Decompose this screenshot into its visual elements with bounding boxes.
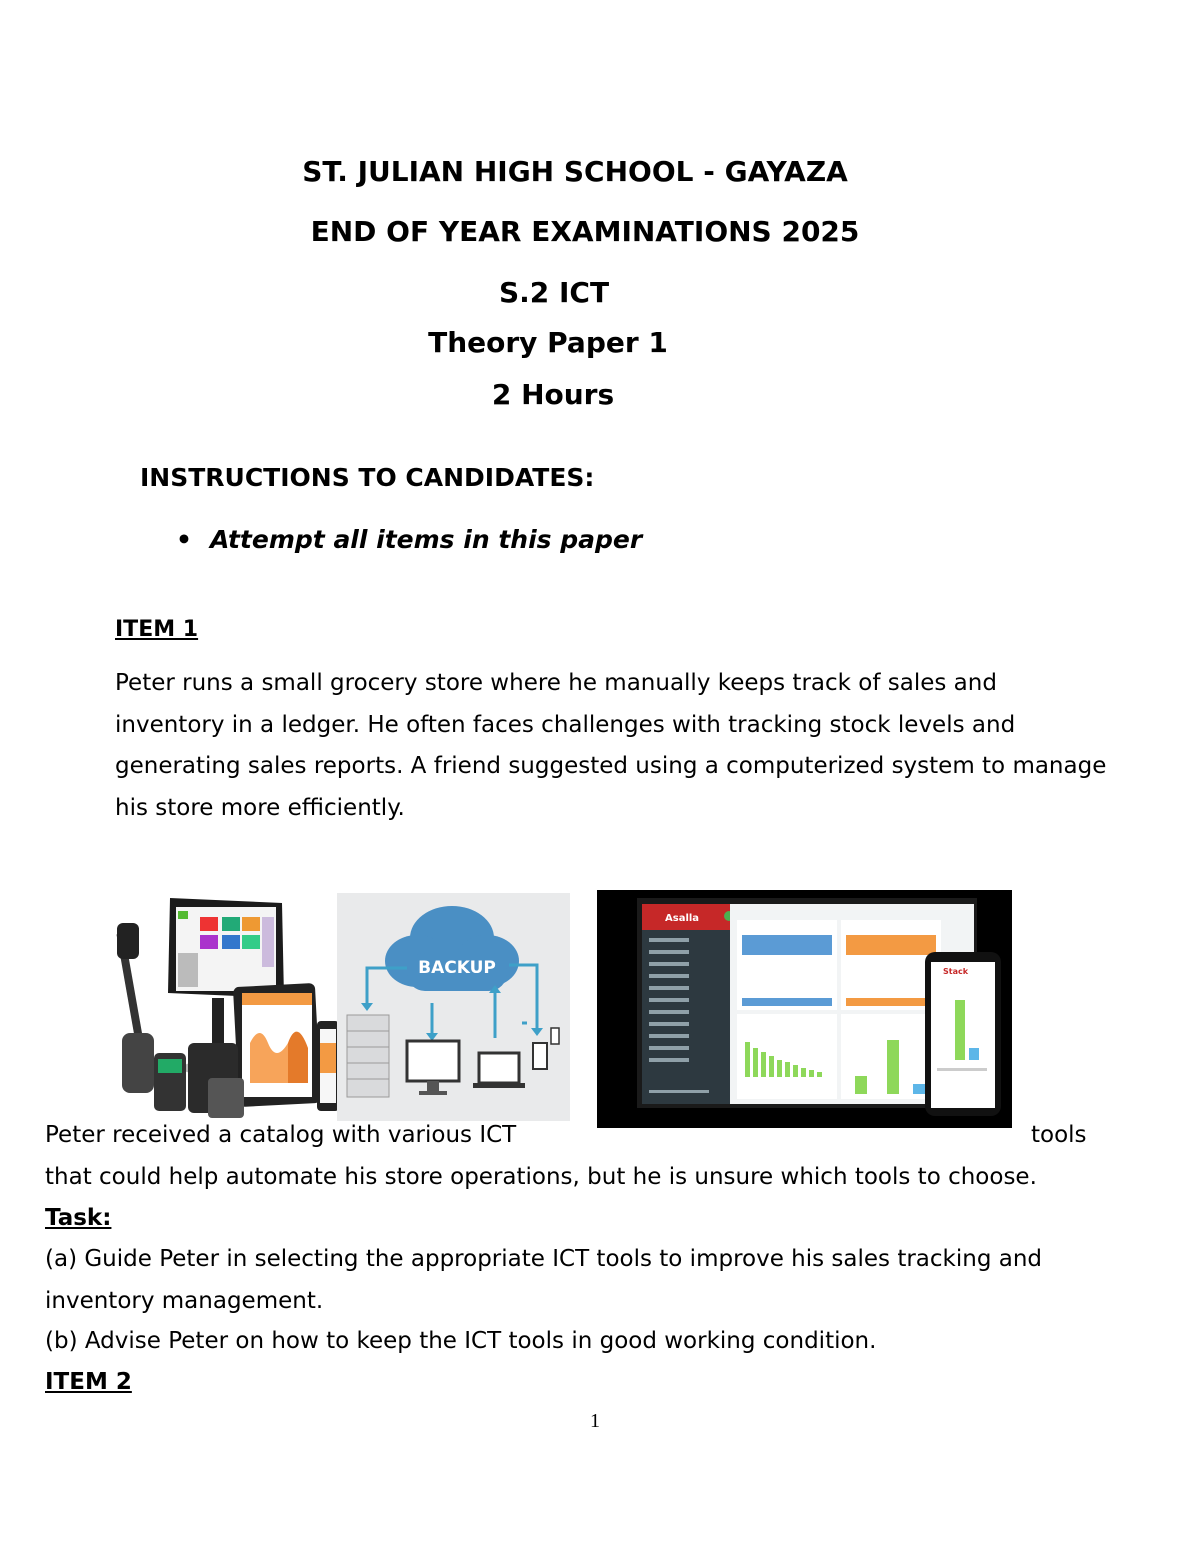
item1-scenario bbox=[115, 663, 1155, 829]
instruction-bullet bbox=[176, 525, 642, 554]
scenario-line: generating sales reports. A friend suggested using a computerized system to manage bbox=[115, 753, 1107, 779]
item1-heading: ITEM 1 bbox=[115, 617, 199, 642]
item2-heading: ITEM 2 bbox=[45, 1369, 132, 1395]
pos-devices-image bbox=[112, 893, 337, 1118]
task-b: (b) Advise Peter on how to keep the ICT tools in good working condition. bbox=[45, 1328, 877, 1354]
task-a-line: inventory management. bbox=[45, 1287, 324, 1314]
duration: 2 Hours bbox=[491, 378, 615, 411]
task-label: Task: bbox=[45, 1205, 112, 1231]
instructions-heading: INSTRUCTIONS TO CANDIDATES: bbox=[140, 463, 595, 492]
backup-cloud-image bbox=[337, 893, 570, 1121]
scenario-line: inventory in a ledger. He often faces challenges with tracking stock levels and bbox=[115, 711, 1016, 738]
phone-app-logo: Stack bbox=[943, 967, 969, 976]
backup-label: BACKUP bbox=[418, 958, 496, 978]
task-a bbox=[45, 1239, 1042, 1322]
inventory-app-image bbox=[597, 890, 1012, 1128]
exam-title: END OF YEAR EXAMINATIONS 2025 bbox=[310, 215, 860, 248]
scenario-line: Peter runs a small grocery store where he manually keeps track of sales and bbox=[115, 670, 997, 696]
paper-title: Theory Paper 1 bbox=[428, 326, 668, 359]
page-number: 1 bbox=[590, 1410, 600, 1432]
app-logo: Asalla bbox=[665, 913, 700, 924]
dashboard-laptop-icon bbox=[597, 890, 1012, 1128]
task-a-line: (a) Guide Peter in selecting the appropriate ICT tools to improve his sales tracking and bbox=[45, 1246, 1043, 1272]
subject-title: S.2 ICT bbox=[498, 276, 610, 309]
instruction-text: Attempt all items in this paper bbox=[210, 525, 643, 554]
school-name: ST. JULIAN HIGH SCHOOL - GAYAZA bbox=[302, 155, 848, 188]
cloud-backup-icon bbox=[337, 893, 570, 1121]
catalog-text-left: Peter received a catalog with various ICT bbox=[45, 1122, 517, 1148]
scenario-line: his store more efficiently. bbox=[115, 794, 405, 821]
bullet-icon: • bbox=[176, 525, 192, 554]
catalog-text-line2: that could help automate his store operations, but he is unsure which tools to choose. bbox=[45, 1164, 1037, 1190]
pos-devices-icon bbox=[112, 893, 337, 1118]
catalog-text-right: tools bbox=[1031, 1122, 1087, 1148]
